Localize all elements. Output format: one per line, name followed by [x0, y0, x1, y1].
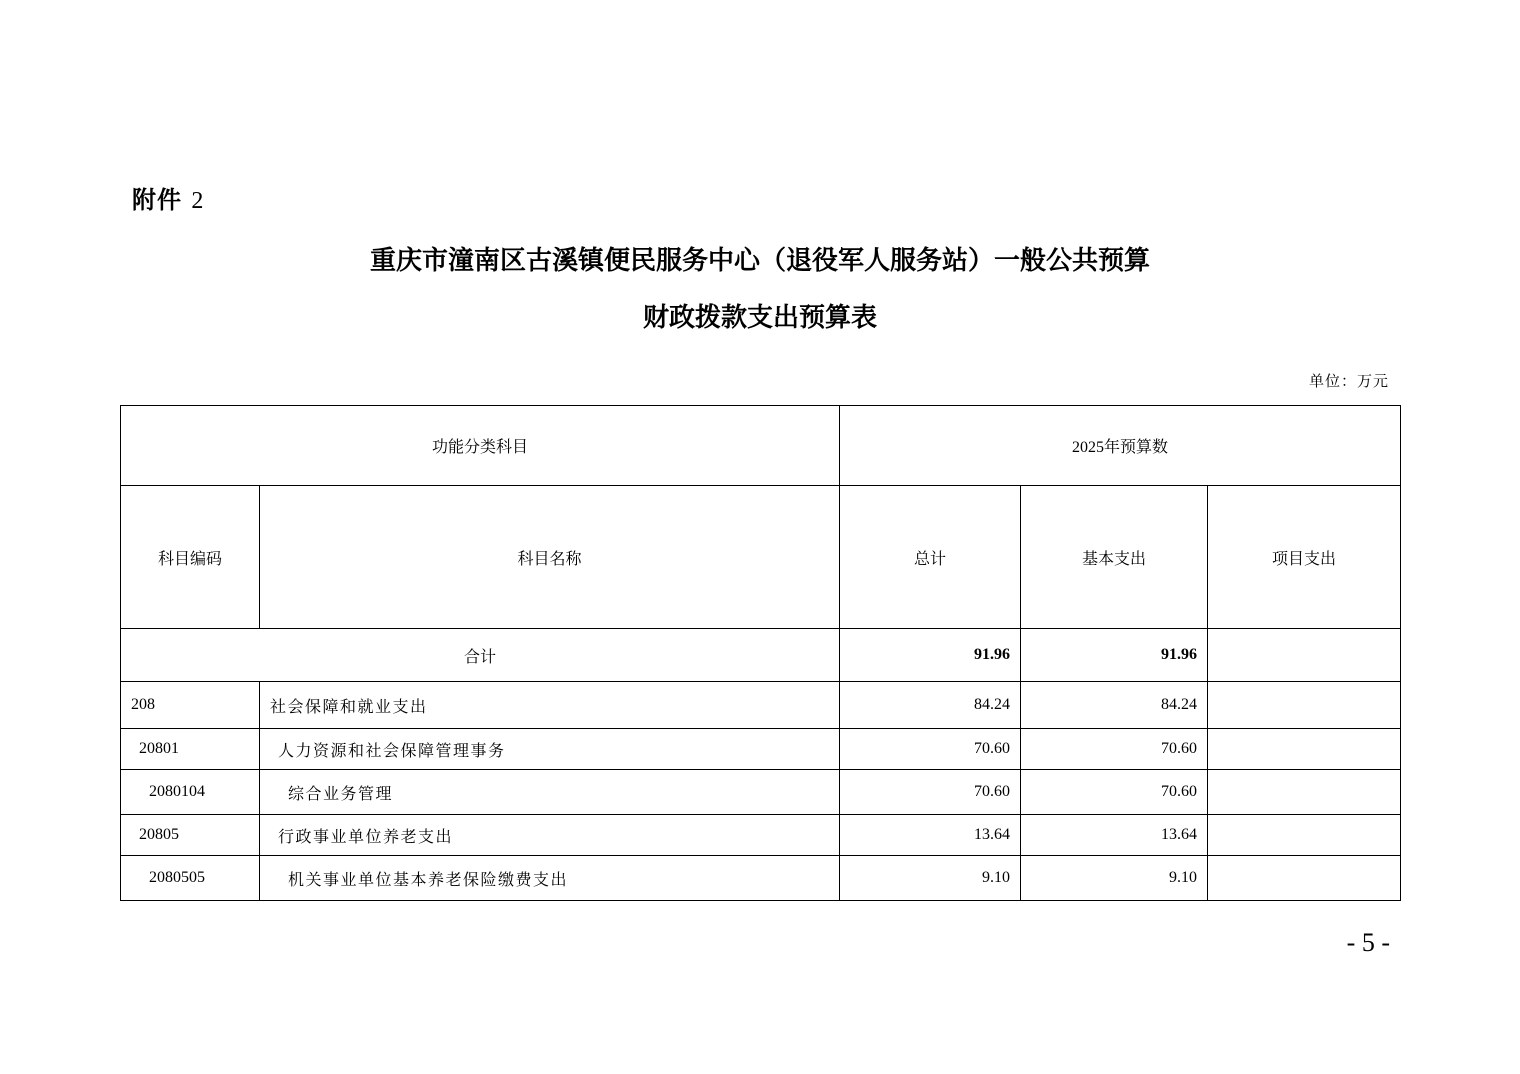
row-code: 2080505	[121, 856, 260, 901]
budget-table	[120, 405, 1401, 901]
header-basic: 基本支出	[1021, 486, 1208, 629]
row-project	[1208, 770, 1401, 815]
row-total: 13.64	[840, 815, 1021, 856]
row-project	[1208, 682, 1401, 729]
document-title-line2: 财政拨款支出预算表	[642, 303, 877, 333]
row-name: 机关事业单位基本养老保险缴费支出	[260, 856, 840, 901]
row-basic: 84.24	[1021, 682, 1208, 729]
attachment-text: 附件	[132, 186, 182, 214]
row-total: 70.60	[840, 770, 1021, 815]
unit-label: 单位：万元	[1308, 372, 1389, 390]
total-row	[121, 629, 1401, 682]
header-group-row	[121, 406, 1401, 486]
attachment-number: 2	[191, 188, 205, 214]
row-total: 9.10	[840, 856, 1021, 901]
attachment-label	[132, 180, 204, 215]
row-name: 行政事业单位养老支出	[260, 815, 840, 856]
total-amount: 91.96	[840, 629, 1021, 682]
row-name: 社会保障和就业支出	[260, 682, 840, 729]
row-code: 2080104	[121, 770, 260, 815]
total-project	[1208, 629, 1401, 682]
header-code: 科目编码	[121, 486, 260, 629]
row-code: 208	[121, 682, 260, 729]
page-number: - 5 -	[1346, 928, 1390, 957]
header-column-row	[121, 486, 1401, 629]
row-basic: 70.60	[1021, 729, 1208, 770]
table-row	[121, 856, 1401, 901]
row-total: 84.24	[840, 682, 1021, 729]
total-label: 合计	[121, 629, 840, 682]
total-basic: 91.96	[1021, 629, 1208, 682]
row-basic: 70.60	[1021, 770, 1208, 815]
table-row	[121, 770, 1401, 815]
table-row	[121, 682, 1401, 729]
row-code: 20801	[121, 729, 260, 770]
row-total: 70.60	[840, 729, 1021, 770]
header-name: 科目名称	[260, 486, 840, 629]
table-row	[121, 815, 1401, 856]
row-name: 综合业务管理	[260, 770, 840, 815]
row-basic: 9.10	[1021, 856, 1208, 901]
row-name: 人力资源和社会保障管理事务	[260, 729, 840, 770]
row-basic: 13.64	[1021, 815, 1208, 856]
header-year-suffix: 年预算数	[1104, 437, 1169, 456]
document-title-line1: 重庆市潼南区古溪镇便民服务中心（退役军人服务站）一般公共预算	[369, 246, 1150, 276]
header-year: 2025	[1072, 439, 1105, 456]
table-row	[121, 729, 1401, 770]
header-budget-year	[840, 406, 1401, 486]
row-project	[1208, 856, 1401, 901]
row-project	[1208, 815, 1401, 856]
header-total: 总计	[840, 486, 1021, 629]
header-function-classification: 功能分类科目	[121, 406, 840, 486]
row-code: 20805	[121, 815, 260, 856]
row-project	[1208, 729, 1401, 770]
header-project: 项目支出	[1208, 486, 1401, 629]
